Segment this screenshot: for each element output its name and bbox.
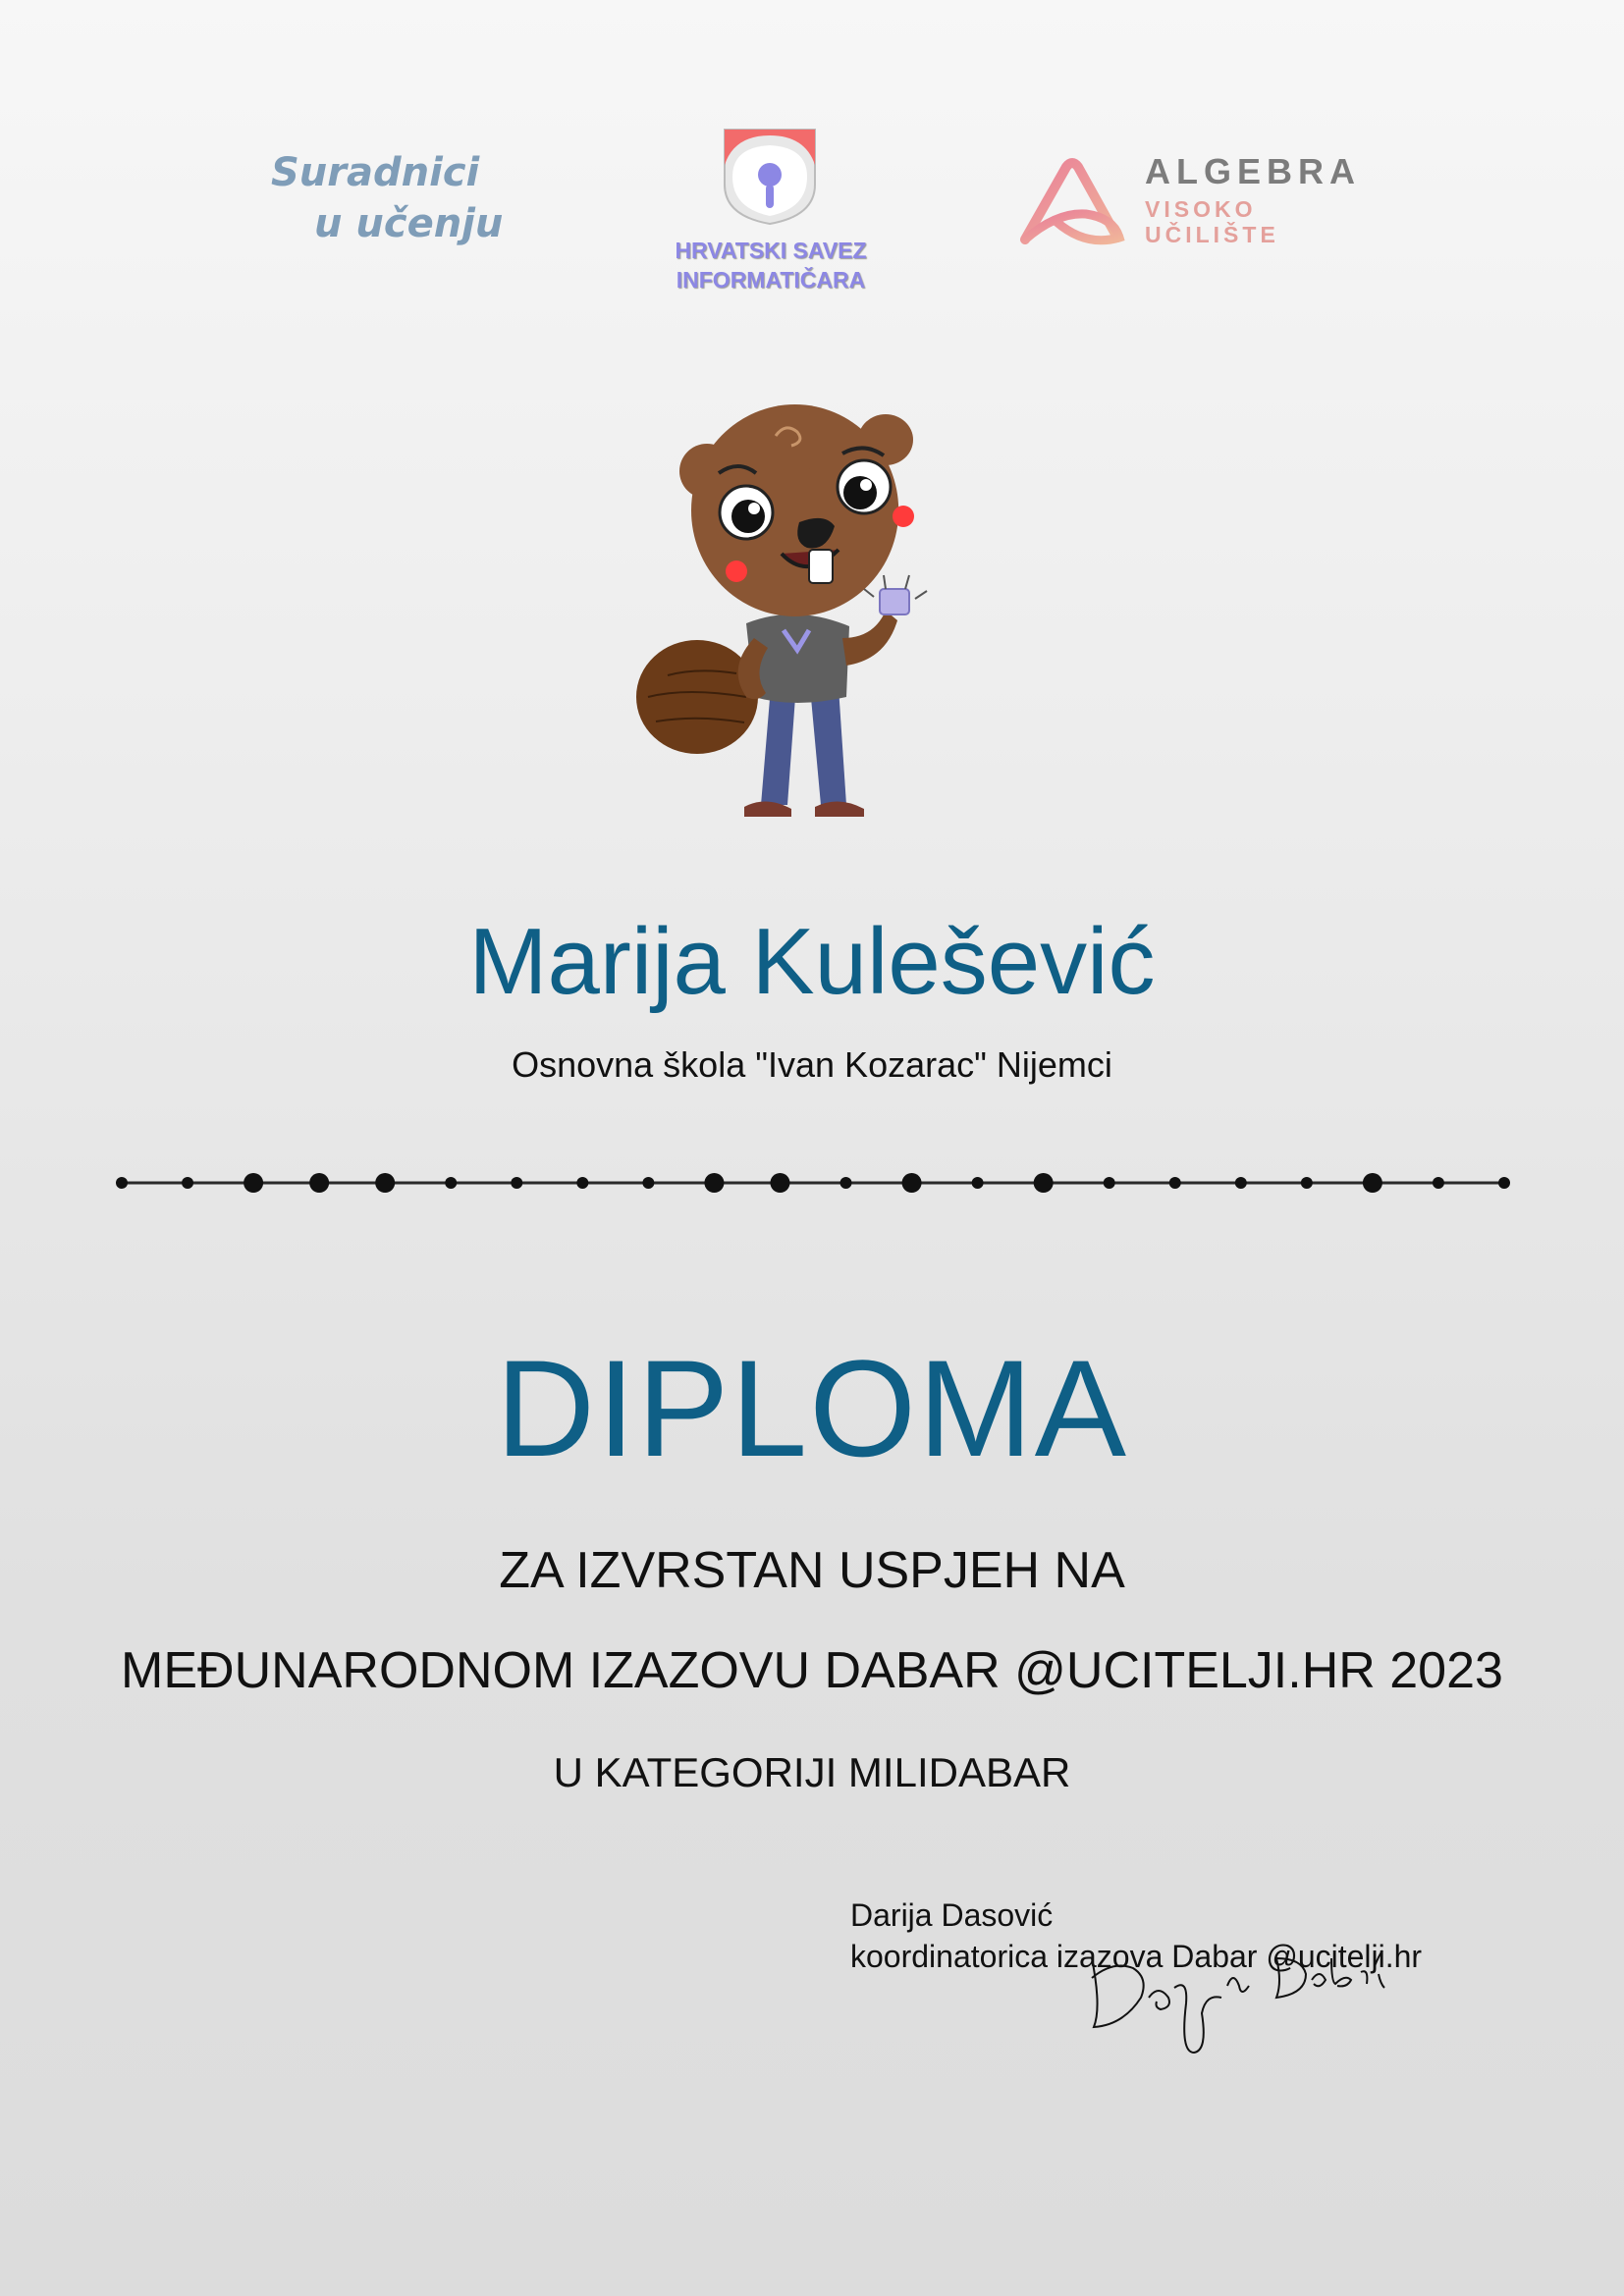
dotted-divider [116, 1168, 1510, 1198]
diploma-title: DIPLOMA [495, 1331, 1129, 1485]
divider-dot [770, 1173, 789, 1193]
signatory-name: Darija Dasović [850, 1897, 1054, 1933]
algebra-a-icon [1017, 153, 1135, 251]
divider-dot [116, 1177, 128, 1189]
divider-dot [1363, 1173, 1382, 1193]
divider-dot [375, 1173, 395, 1193]
hsi-line2: INFORMATIČARA [676, 267, 866, 293]
divider-dot [704, 1173, 724, 1193]
divider-dot [840, 1177, 852, 1189]
school-name: Osnovna škola "Ivan Kozarac" Nijemci [512, 1044, 1112, 1085]
divider-dot [642, 1177, 654, 1189]
algebra-logo [1017, 147, 1371, 255]
signatory-role: koordinatorica izazova Dabar @ucitelji.hr [850, 1939, 1423, 1974]
divider-dot [1301, 1177, 1313, 1189]
divider-dot [576, 1177, 588, 1189]
algebra-line1: VISOKO [1145, 196, 1257, 222]
diploma-line1: ZA IZVRSTAN USPJEH NA [499, 1542, 1125, 1599]
divider-dot [1433, 1177, 1444, 1189]
diploma-line2: MEĐUNARODNOM IZAZOVU DABAR @UCITELJI.HR 2023 [121, 1642, 1503, 1699]
divider-dot [445, 1177, 457, 1189]
suradnici-logo [271, 147, 507, 265]
divider-dot [1034, 1173, 1054, 1193]
algebra-line2: UČILIŠTE [1145, 222, 1279, 247]
hsi-line1: HRVATSKI SAVEZ [675, 238, 867, 263]
divider-dot [244, 1173, 263, 1193]
handwritten-signature [1080, 1929, 1404, 2056]
beaver-mascot-illustration [628, 402, 982, 834]
divider-dot [972, 1177, 984, 1189]
divider-dot [1235, 1177, 1247, 1189]
divider-dot [902, 1173, 922, 1193]
suradnici-line1: Suradnici [271, 150, 480, 195]
divider-dot [1498, 1177, 1510, 1189]
suradnici-line2: u učenju [314, 201, 504, 246]
divider-dot [182, 1177, 193, 1189]
divider-dot [309, 1173, 329, 1193]
hsi-logo [658, 126, 884, 297]
algebra-title: ALGEBRA [1145, 151, 1361, 191]
divider-dot [511, 1177, 522, 1189]
divider-dot [1169, 1177, 1181, 1189]
divider-dot [1104, 1177, 1115, 1189]
recipient-name: Marija Kulešević [468, 909, 1156, 1014]
diploma-line3: U KATEGORIJI MILIDABAR [553, 1749, 1071, 1795]
keyhole-shield-icon [658, 126, 884, 234]
